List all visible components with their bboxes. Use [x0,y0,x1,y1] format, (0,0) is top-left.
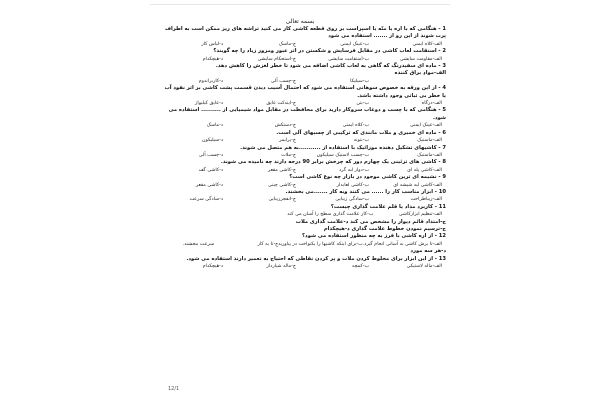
answer-option: د-هیچکدام [202,264,223,269]
question-text: ج-ترسیم نمودن خطوط علامت گذاری د-هیچکدام [323,225,446,232]
answer-option: ب-کمچه [352,264,369,269]
answer-option: الف-مقاومت سایشی [399,56,442,62]
options-row [150,122,442,129]
question-block [150,189,446,204]
question-block [150,174,446,189]
answer-option: ب-کار علامت گذاری سطح را آسان می کند [287,212,374,218]
answer-option: ب-کلاه ایمنی [342,123,369,129]
question-block [150,26,446,48]
answer-option: ب-سادگی زیبایی [335,197,369,203]
answer-option: ج-پرایمر [279,138,296,144]
options-row [150,167,442,174]
answer-option: الف-ماستیک [417,138,442,144]
top-rule [150,4,450,5]
question-block [150,63,446,85]
options-row [150,241,442,248]
question-text: 3 - ماده ای سفیدرنگ که گاهی به لعاب کاشی اضافه می شود تا خطر لغزش را کاهش دهد. [215,63,446,70]
answer-option: ج-ایندکت عایق [266,101,296,107]
question-text: 9 - نشیمه ای ترین کاشی موجود در بازار چه نوع کاشی است؟ [289,174,446,181]
answer-option: ج-چسب آلی [270,78,296,84]
question-block [150,233,446,248]
question-text: شود. [433,114,446,121]
answer-option: الف-ماله لاستیکی [406,264,442,269]
question-text: 12 - از اره کاشی با فرز به چه منظور استفاده می شود؟ [302,233,446,240]
question-text: الف-موادِ براق کننده [394,70,446,77]
answer-option: د-ماسک [206,123,223,129]
question-list [150,26,446,270]
answer-option: ب-دوار لبه گرد [339,167,369,173]
question-block [150,85,446,107]
question-text: ج-امتداد قائم دیوار را مشخص می کند د-علامت گذاری ملات [295,218,446,225]
answer-option: د-سادگی سرعت [189,197,223,203]
question-text: 11 - کاربرد مداد یا قلم علامت گذاری چیست؟ [330,203,446,210]
question-block [150,204,446,219]
answer-option: د-چسب آلی [198,152,223,158]
answer-option: الف-تنظیم ابزارکاشی [398,212,442,218]
answer-option: ب-چسب لاستیک سیلیکون [316,152,369,158]
answer-option: د-کاشی گف [198,167,223,173]
question-text: 4 - از این ورقه به خصوص سوهانی استفاده می شود که احتمال آسیب دیدن قسمت پشت کاشی بر اثر نفوذ آب [164,85,446,92]
answer-option: ب-برای اینکه کاشیها را یکنواخت در پیاورید [278,241,363,247]
answer-option: ج-استحکام سایشی [257,56,296,62]
answer-option: ب-سیلیکا [350,78,369,84]
answer-option: ب-استقامت سایشی [328,56,369,62]
question-text: 1 - هنگامی که با اره یا متّه یا اسپراست بر روی قطعه کاشی کار می کنید تراشه های ریز ممکن است به اطراف [164,26,446,32]
answer-option [150,211,219,218]
answer-option: الف-کلاه ایمنی [412,41,442,47]
answer-option: ب-عینک ایمنی [340,41,369,47]
question-text: 5 - هنگامی که با چسب و دوغاب سروکار دارید برای محافظت در مقابل مواد شیمیایی از .......... استفاده می [168,107,446,114]
answer-option: الف-ماستیک [417,152,442,158]
question-text: پرت شوند از این رو از ....... استفاده می شود [328,33,446,40]
question-text: 2 - استقامت لعاب کاشی در مقابل فرسایش و شکستن در اثر عبور ومرور زیاد را چه گویند؟ [213,48,446,55]
answer-option: الف-عینک ایمنی [410,123,442,129]
answer-option: د-سیلیکون [201,138,223,144]
answer-option: ج-ملات [281,152,296,158]
question-block [150,107,446,129]
answer-option: الف-کاشی پله ای [407,167,442,173]
answer-option: ج-ماسک [278,41,296,47]
question-block [150,256,446,271]
options-row [150,211,442,218]
options-row [150,196,442,203]
question-text: 8 - کاشی های تزئینی یک چهارم دور که چرخش برابر 90 درجه دارند چه نامیده می شوند. [220,159,446,166]
answer-option: ب-بتن [356,101,369,107]
answer-option: ج-انفجرزیبایی [268,197,296,203]
answer-option: د-کاشی مقعر [195,182,223,188]
answer-option: الف-زیباطراحت [410,197,442,203]
answer-option: د-کاربراندوم [198,78,223,84]
question-block [150,48,446,63]
options-row [150,263,442,270]
page-number: 12/1 [168,386,180,392]
question-block [150,130,446,145]
options-row [150,137,442,144]
options-row [150,56,442,63]
question-block [150,159,446,174]
answer-option: ج-کاشی مقعر [267,167,296,173]
answer-option: ج-کاشی چینی [268,182,296,188]
question-block [150,219,446,234]
options-row [150,182,442,189]
answer-option: ج-دستکش [274,123,296,129]
page-header: بسمه تعالی [285,18,315,25]
answer-option: ج-تا به کار [257,241,279,247]
answer-option: د-عایق کیلیواژ [195,101,223,107]
answer-option: سرعت ببخشند. [182,241,215,247]
answer-option: الف-کاشی لبه شیشه ای [393,182,442,188]
question-text: 10 - ابزار مناسب کار را ...... می کنند وبه کار .......می بخشند. [285,188,446,195]
answer-option: د-لباس کار [201,41,223,47]
answer-option: الف-درگاه [421,101,442,107]
question-text: 6 - ماده ای خمیری و ملات مانندی که ترکیبی از چسبهای آلی است. [276,129,446,136]
answer-option: د-هیچکدام [202,56,223,62]
question-text: یا خطر بی ثباتی وجود داشته باشد. [357,92,446,99]
question-text: د-هر سه مورد [410,248,446,255]
question-text: 13 - از این ابزار برای مخلوط کردن ملات و پر کردن نقاطی که احتیاج به تعمیر دارند استفاده می شود. [186,255,446,262]
answer-option: ج-ماله شیارداز [266,264,296,269]
question-block [150,145,446,160]
answer-option: ب-بتونه [353,138,369,144]
question-text: 7 - کاشیهای تشکیل دهنده موزائیک با استفاده از ...........به هم متصل می شوند. [240,144,446,151]
answer-option: ب-کاشی لعابدار [336,182,369,188]
answer-option: الف-تا برش کاشی به آسانی انجام گیرد. [362,241,442,247]
answer-option [219,211,288,218]
question-block [150,248,446,255]
